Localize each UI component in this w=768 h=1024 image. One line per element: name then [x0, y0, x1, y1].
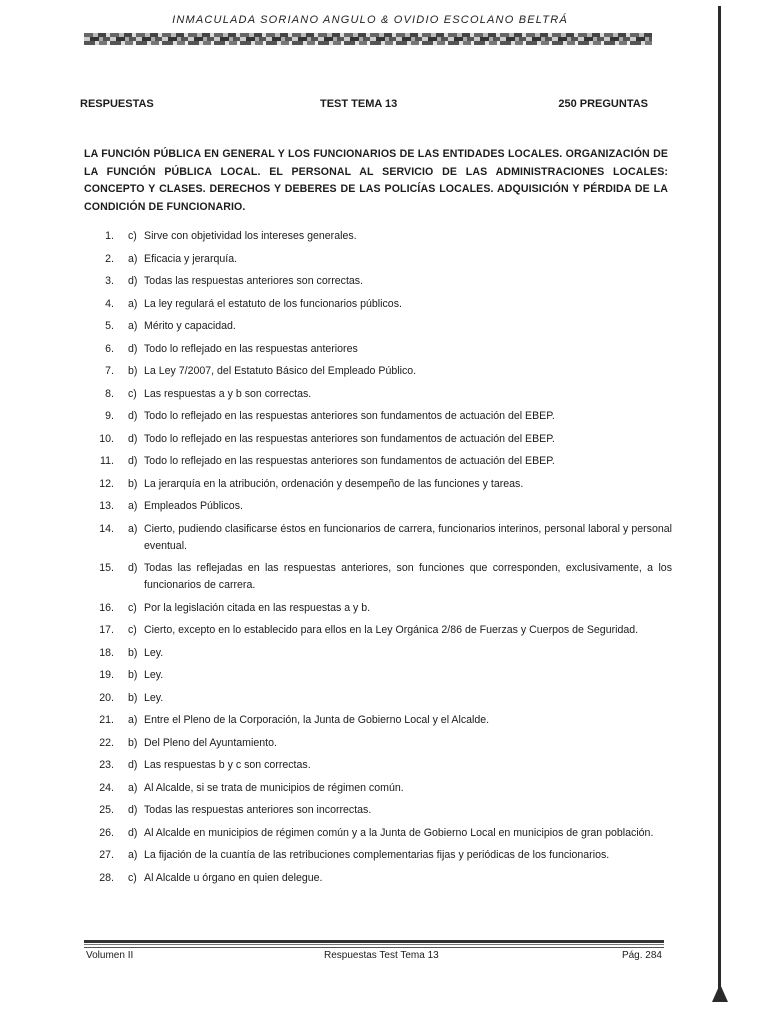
answer-text: La jerarquía en la atribución, ordenación y desempeño de las funciones y tareas.	[144, 477, 524, 490]
answer-letter: a)	[128, 522, 138, 535]
page-edge-line	[718, 6, 721, 996]
answer-item	[80, 735, 672, 752]
footer-page-number: Pág. 284	[621, 950, 662, 961]
answer-item	[80, 712, 672, 729]
answer-number: 9.	[105, 410, 114, 422]
answer-letter: b)	[128, 365, 138, 377]
running-head-authors: INMACULADA SORIANO ANGULO & OVIDIO ESCOLANO BELTRÁ	[172, 14, 568, 26]
answer-text: Entre el Pleno de la Corporación, la Junta de Gobierno Local y el Alcalde.	[144, 714, 490, 726]
answer-number: 8.	[105, 387, 114, 400]
answer-item	[80, 341, 672, 358]
decorative-header-band	[84, 33, 652, 45]
footer-volume: Volumen II	[86, 950, 134, 961]
answer-item	[80, 690, 672, 707]
answer-text: Todo lo reflejado en las respuestas anteriores son fundamentos de actuación del EBEP.	[144, 455, 555, 467]
answer-letter: d)	[128, 562, 138, 574]
answer-text: Las respuestas b y c son correctas.	[144, 759, 311, 771]
answer-item	[80, 802, 672, 819]
answer-text: Sirve con objetividad los intereses generales.	[144, 230, 357, 242]
answer-letter: a)	[128, 320, 138, 332]
answer-number: 24.	[99, 781, 114, 794]
answer-number: 7.	[105, 365, 114, 377]
answer-number: 23.	[99, 759, 114, 771]
answer-text: Al Alcalde en municipios de régimen común y a la Junta de Gobierno Local en municipios de gran población.	[144, 826, 654, 839]
header-question-count: 250 PREGUNTAS	[558, 98, 648, 110]
answer-item	[80, 825, 672, 842]
answer-list	[80, 228, 672, 892]
answer-letter: b)	[128, 736, 138, 749]
topic-heading: LA FUNCIÓN PÚBLICA EN GENERAL Y LOS FUNCIONARIOS DE LAS ENTIDADES LOCALES. ORGANIZACIÓN DE LA FUNCIÓN PÚBLICA LOCAL. EL PERSONAL AL SERVICIO DE LAS ADMINISTRACIONES LOCALES: CONCEPTO Y CLASES. DERECHOS Y DEBERES DE LAS POLICÍAS LOCALES. ADQUISICIÓN Y PÉRDIDA DE LA CONDICIÓN DE FUNCIONARIO.	[84, 148, 668, 213]
answer-number: 22.	[99, 736, 114, 749]
answer-text: Las respuestas a y b son correctas.	[144, 387, 312, 400]
answer-text: Del Pleno del Ayuntamiento.	[144, 736, 277, 749]
answer-letter: c)	[128, 624, 137, 636]
answer-text: Cierto, pudiendo clasificarse éstos en funcionarios de carrera, funcionarios interinos, personal laboral y personal eventual.	[144, 522, 672, 552]
answer-item	[80, 408, 672, 425]
answer-item	[80, 780, 672, 797]
answer-item	[80, 453, 672, 470]
answer-item	[80, 870, 672, 887]
answer-number: 18.	[99, 646, 114, 659]
answer-text: Ley.	[144, 691, 164, 704]
answer-text: La ley regulará el estatuto de los funcionarios públicos.	[144, 297, 402, 310]
answer-number: 11.	[100, 455, 114, 467]
answer-letter: a)	[128, 252, 138, 265]
answer-item	[80, 757, 672, 774]
answer-letter: c)	[128, 387, 137, 400]
answer-number: 14.	[99, 522, 114, 535]
answer-item	[80, 363, 672, 380]
answer-item	[80, 645, 672, 662]
answer-letter: a)	[128, 297, 138, 310]
answer-text: Ley.	[144, 669, 164, 681]
answer-text: Todas las respuestas anteriores son correctas.	[144, 275, 364, 287]
answer-number: 21.	[99, 714, 114, 726]
answer-item	[80, 228, 672, 245]
answer-letter: c)	[128, 230, 137, 242]
answer-letter: d)	[128, 455, 138, 467]
answer-number: 15.	[99, 562, 114, 574]
page-edge-mark	[712, 984, 728, 1002]
answer-item	[80, 431, 672, 448]
answer-number: 26.	[99, 826, 114, 839]
answer-text: La fijación de la cuantía de las retribuciones complementarias fijas y periódicas de los funcionarios.	[144, 849, 610, 861]
answer-text: Empleados Públicos.	[144, 500, 243, 512]
footer-rule	[84, 940, 664, 948]
answer-text: Todo lo reflejado en las respuestas anteriores son fundamentos de actuación del EBEP.	[144, 410, 555, 422]
answer-letter: d)	[128, 275, 138, 287]
answer-number: 25.	[99, 804, 114, 816]
answer-number: 16.	[99, 601, 114, 614]
answer-item	[80, 498, 672, 515]
answer-number: 4.	[105, 297, 114, 310]
answer-letter: b)	[128, 646, 138, 659]
answer-text: Ley.	[144, 646, 164, 659]
answer-number: 13.	[99, 500, 114, 512]
answer-item	[80, 847, 672, 864]
answer-text: Todas las reflejadas en las respuestas anteriores, son funciones que corresponden, exclusivamente, a los funcionarios de carrera.	[144, 562, 672, 591]
answer-letter: b)	[128, 669, 138, 681]
answer-number: 17.	[99, 624, 114, 636]
answer-item	[80, 521, 672, 555]
answer-number: 6.	[105, 342, 114, 355]
answer-letter: d)	[128, 410, 138, 422]
answer-letter: a)	[128, 781, 138, 794]
answer-text: Cierto, excepto en lo establecido para ellos en la Ley Orgánica 2/86 de Fuerzas y Cuerpos de Seguridad.	[144, 624, 639, 636]
answer-number: 20.	[99, 691, 114, 704]
answer-number: 3.	[105, 275, 114, 287]
answer-number: 12.	[99, 477, 114, 490]
decorative-band-row	[84, 41, 652, 45]
answer-letter: b)	[128, 691, 138, 704]
answer-number: 28.	[99, 871, 114, 884]
answer-text: Todas las respuestas anteriores son incorrectas.	[144, 804, 372, 816]
answer-item	[80, 386, 672, 403]
answer-letter: a)	[128, 849, 138, 861]
answer-text: Al Alcalde u órgano en quien delegue.	[144, 871, 323, 884]
answer-letter: d)	[128, 759, 138, 771]
answer-text: Todo lo reflejado en las respuestas anteriores	[144, 342, 358, 355]
answer-letter: b)	[128, 477, 138, 490]
answer-letter: c)	[128, 871, 137, 884]
answer-item	[80, 560, 672, 594]
answer-letter: d)	[128, 432, 138, 445]
answer-item	[80, 251, 672, 268]
answer-number: 19.	[99, 669, 114, 681]
answer-item	[80, 273, 672, 290]
answer-letter: a)	[128, 500, 138, 512]
header-respuestas: RESPUESTAS	[80, 98, 154, 110]
answer-item	[80, 600, 672, 617]
answer-number: 10.	[99, 432, 114, 445]
answer-letter: a)	[128, 714, 138, 726]
answer-text: La Ley 7/2007, del Estatuto Básico del Empleado Público.	[144, 365, 417, 377]
answer-letter: d)	[128, 804, 138, 816]
answer-number: 5.	[105, 320, 114, 332]
answer-item	[80, 296, 672, 313]
answer-text: Eficacia y jerarquía.	[144, 252, 238, 265]
answer-number: 2.	[105, 252, 114, 265]
answer-letter: c)	[128, 601, 137, 614]
answer-item	[80, 476, 672, 493]
answer-text: Por la legislación citada en las respuestas a y b.	[144, 601, 371, 614]
header-test-title: TEST TEMA 13	[320, 98, 398, 110]
answer-number: 27.	[99, 849, 114, 861]
answer-text: Todo lo reflejado en las respuestas anteriores son fundamentos de actuación del EBEP.	[144, 432, 555, 445]
answer-text: Mérito y capacidad.	[144, 320, 236, 332]
answer-item	[80, 318, 672, 335]
footer-section-title: Respuestas Test Tema 13	[324, 950, 439, 961]
answer-text: Al Alcalde, si se trata de municipios de régimen común.	[144, 781, 404, 794]
answer-letter: d)	[128, 342, 138, 355]
answer-letter: d)	[128, 826, 138, 839]
answer-number: 1.	[105, 230, 114, 242]
answer-item	[80, 622, 672, 639]
answer-item	[80, 667, 672, 684]
